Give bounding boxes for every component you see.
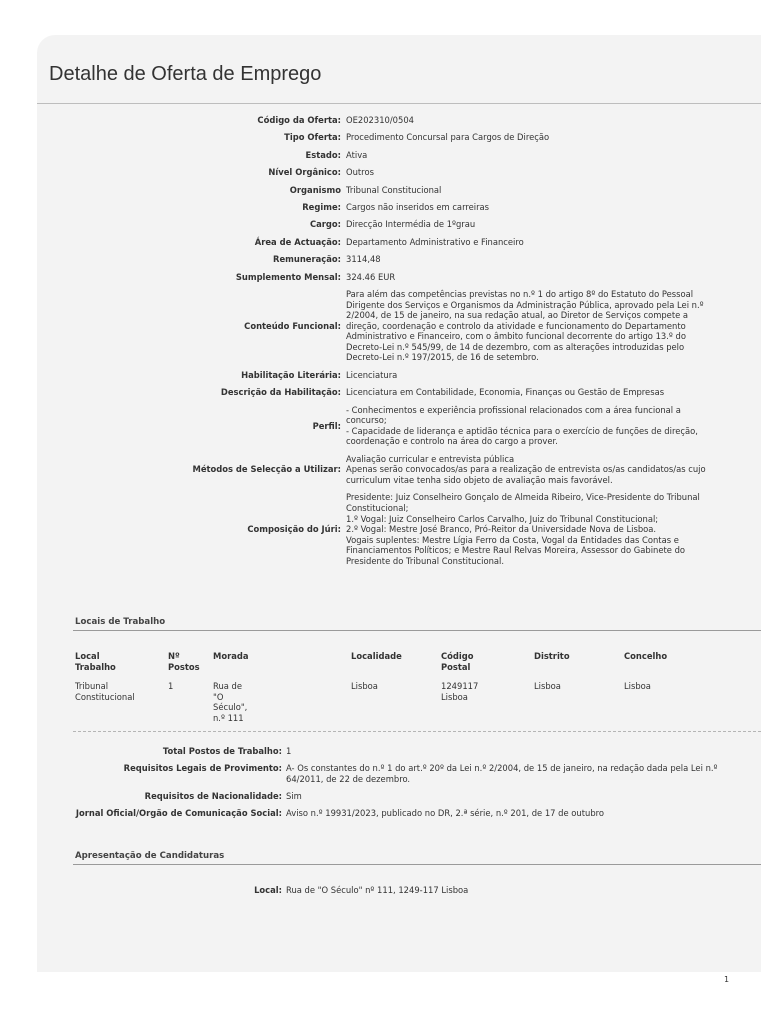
field-row-total-postos: [37, 746, 761, 757]
field-label: Perfil:: [312, 420, 341, 431]
dashed-divider: [73, 731, 761, 732]
field-label: Sumplemento Mensal:: [235, 271, 341, 282]
field-row-tipo: [37, 132, 761, 143]
field-row-regime: [37, 202, 761, 213]
table-cell: Rua de "O Século", n.º 111: [213, 681, 248, 723]
field-label: Código da Oferta:: [257, 115, 341, 125]
field-label: Conteúdo Funcional:: [244, 320, 341, 331]
field-label: Descrição da Habilitação:: [220, 387, 341, 398]
field-row-nivel: [37, 167, 761, 178]
field-label: Remuneração:: [273, 254, 341, 265]
field-value: Avaliação curricular e entrevista pública Apenas serão convocados/as para a realização de entrevista os/as candidatos/as cujo curriculum vitae tenha sido objeto de avaliação mais favorável.: [346, 453, 706, 485]
section-divider: [73, 630, 761, 631]
field-row-remuneracao: [37, 254, 761, 265]
page-number: 1: [724, 975, 730, 984]
field-label: Cargo:: [309, 219, 341, 230]
field-label: Jornal Oficial/Orgão de Comunicação Social:: [75, 807, 282, 818]
field-label: Composição do Júri:: [247, 524, 341, 535]
section-heading-locais: Locais de Trabalho: [75, 617, 166, 627]
column-header: Local Trabalho: [75, 651, 116, 672]
field-value: 324.46 EUR: [346, 271, 396, 282]
field-row-requisitos-legais: [37, 763, 761, 784]
field-value: Para além das competências previstas no n.º 1 do artigo 8º do Estatuto do Pessoal Dirigente dos Serviços e Organismos da Administração Pública, aprovado pela Lei n.º 2/2004, de 15 de janeiro, na sua redação atual, ao Diretor de Serviços compete a direção, coordenação e controlo da atividade e funcionamento do Departamento Administrativo e Financeiro, com o âmbito funcional decorrente do artigo 13.º do Decreto-Lei n.º 545/99, de 14 de dezembro, com as alterações introduzidas pelo Decreto-Lei n.º 197/2015, de 16 de setembro.: [346, 288, 704, 363]
offer-fields: [37, 115, 761, 573]
field-label: Total Postos de Trabalho:: [162, 746, 282, 756]
table-cell: Lisboa: [534, 681, 561, 691]
field-value: 3114,48: [346, 254, 381, 265]
section-divider: [73, 864, 761, 865]
field-value: Outros: [346, 167, 374, 178]
field-value: Sim: [286, 790, 302, 801]
field-label: Habilitação Literária:: [241, 369, 341, 380]
field-value: Direcção Intermédia de 1ºgrau: [346, 219, 476, 230]
field-row-estado: [37, 150, 761, 161]
column-header: Localidade: [351, 651, 402, 661]
field-label: Métodos de Selecção a Utilizar:: [192, 464, 341, 475]
field-label: Estado:: [305, 149, 341, 160]
field-row-metodos: [37, 454, 761, 486]
field-value: Procedimento Concursal para Cargos de Direção: [346, 132, 550, 143]
field-label: Área de Actuação:: [254, 236, 341, 247]
field-row-organismo: [37, 185, 761, 196]
field-row-codigo: [37, 115, 761, 126]
table-cell: Lisboa: [624, 681, 651, 691]
field-label: Tipo Oferta:: [284, 132, 341, 143]
field-row-descricao: [37, 387, 761, 398]
candidaturas-local-row: [37, 885, 761, 896]
column-header: Morada: [213, 651, 249, 661]
field-value: Licenciatura: [346, 369, 398, 380]
field-value: Presidente: Juiz Conselheiro Gonçalo de Almeida Ribeiro, Vice-Presidente do Tribunal Constitucional; 1.º Vogal: Juiz Conselheiro Carlos Carvalho, Juiz do Tribunal Constitucional; 2.º Vogal: Mestre José Branco, Pró-Reitor da Universidade Nova de Lisboa. Vogais suplentes: Mestre Lígia Ferro da Costa, Vogal da Entidades das Contas e Financiamentos Políticos; e Mestre Raul Relvas Moreira, Assessor do Gabinete do Presidente do Tribunal Constitucional.: [346, 492, 700, 566]
title-divider: [37, 103, 761, 104]
field-row-juri: [37, 492, 761, 566]
column-header: Distrito: [534, 651, 570, 661]
section-heading-candidaturas: Apresentação de Candidaturas: [75, 851, 225, 861]
field-row-suplemento: [37, 272, 761, 283]
table-cell: Tribunal Constitucional: [75, 681, 135, 702]
field-value: Departamento Administrativo e Financeiro: [346, 236, 524, 247]
field-row-perfil: [37, 405, 761, 447]
field-value: Rua de "O Século" nº 111, 1249-117 Lisboa: [286, 885, 469, 895]
field-label: Nível Orgânico:: [268, 167, 341, 178]
table-cell: Lisboa: [351, 681, 378, 691]
column-header: Nº Postos: [168, 651, 200, 672]
table-cell: 1: [168, 681, 174, 691]
field-row-conteudo: [37, 289, 761, 363]
field-value: Tribunal Constitucional: [346, 184, 442, 195]
field-label: Requisitos Legais de Provimento:: [123, 763, 282, 774]
column-header: Concelho: [624, 651, 668, 661]
additional-fields: [37, 746, 761, 825]
column-header: Código Postal: [441, 651, 474, 672]
field-value: OE202310/0504: [346, 115, 414, 125]
field-label: Regime:: [302, 201, 341, 212]
field-row-area: [37, 237, 761, 248]
field-value: Aviso n.º 19931/2023, publicado no DR, 2.ª série, n.º 201, de 17 de outubro: [286, 807, 605, 818]
field-row-jornal: [37, 808, 761, 819]
field-label: Local:: [254, 885, 282, 895]
page-title: Detalhe de Oferta de Emprego: [49, 63, 322, 85]
field-value: A- Os constantes do n.º 1 do art.º 20º da Lei n.º 2/2004, de 15 de janeiro, na redação dada pela Lei n.º 64/2011, de 22 de dezembro.: [286, 763, 718, 784]
field-value: Ativa: [346, 149, 368, 160]
field-value: - Conhecimentos e experiência profissional relacionados com a área funcional a concurso; - Capacidade de liderança e aptidão técnica para o exercício de funções de direção, coordenação e controlo na área do cargo a prover.: [346, 404, 698, 447]
field-value: 1: [286, 746, 292, 756]
field-label: Requisitos de Nacionalidade:: [144, 790, 282, 801]
offer-detail-card: [37, 35, 761, 972]
field-row-nacionalidade: [37, 791, 761, 802]
field-label: Organismo: [289, 184, 341, 195]
field-row-habilitacao: [37, 370, 761, 381]
field-value: Licenciatura em Contabilidade, Economia, Finanças ou Gestão de Empresas: [346, 387, 665, 398]
table-cell: 1249117 Lisboa: [441, 681, 479, 702]
field-row-cargo: [37, 219, 761, 230]
field-value: Cargos não inseridos em carreiras: [346, 201, 490, 212]
